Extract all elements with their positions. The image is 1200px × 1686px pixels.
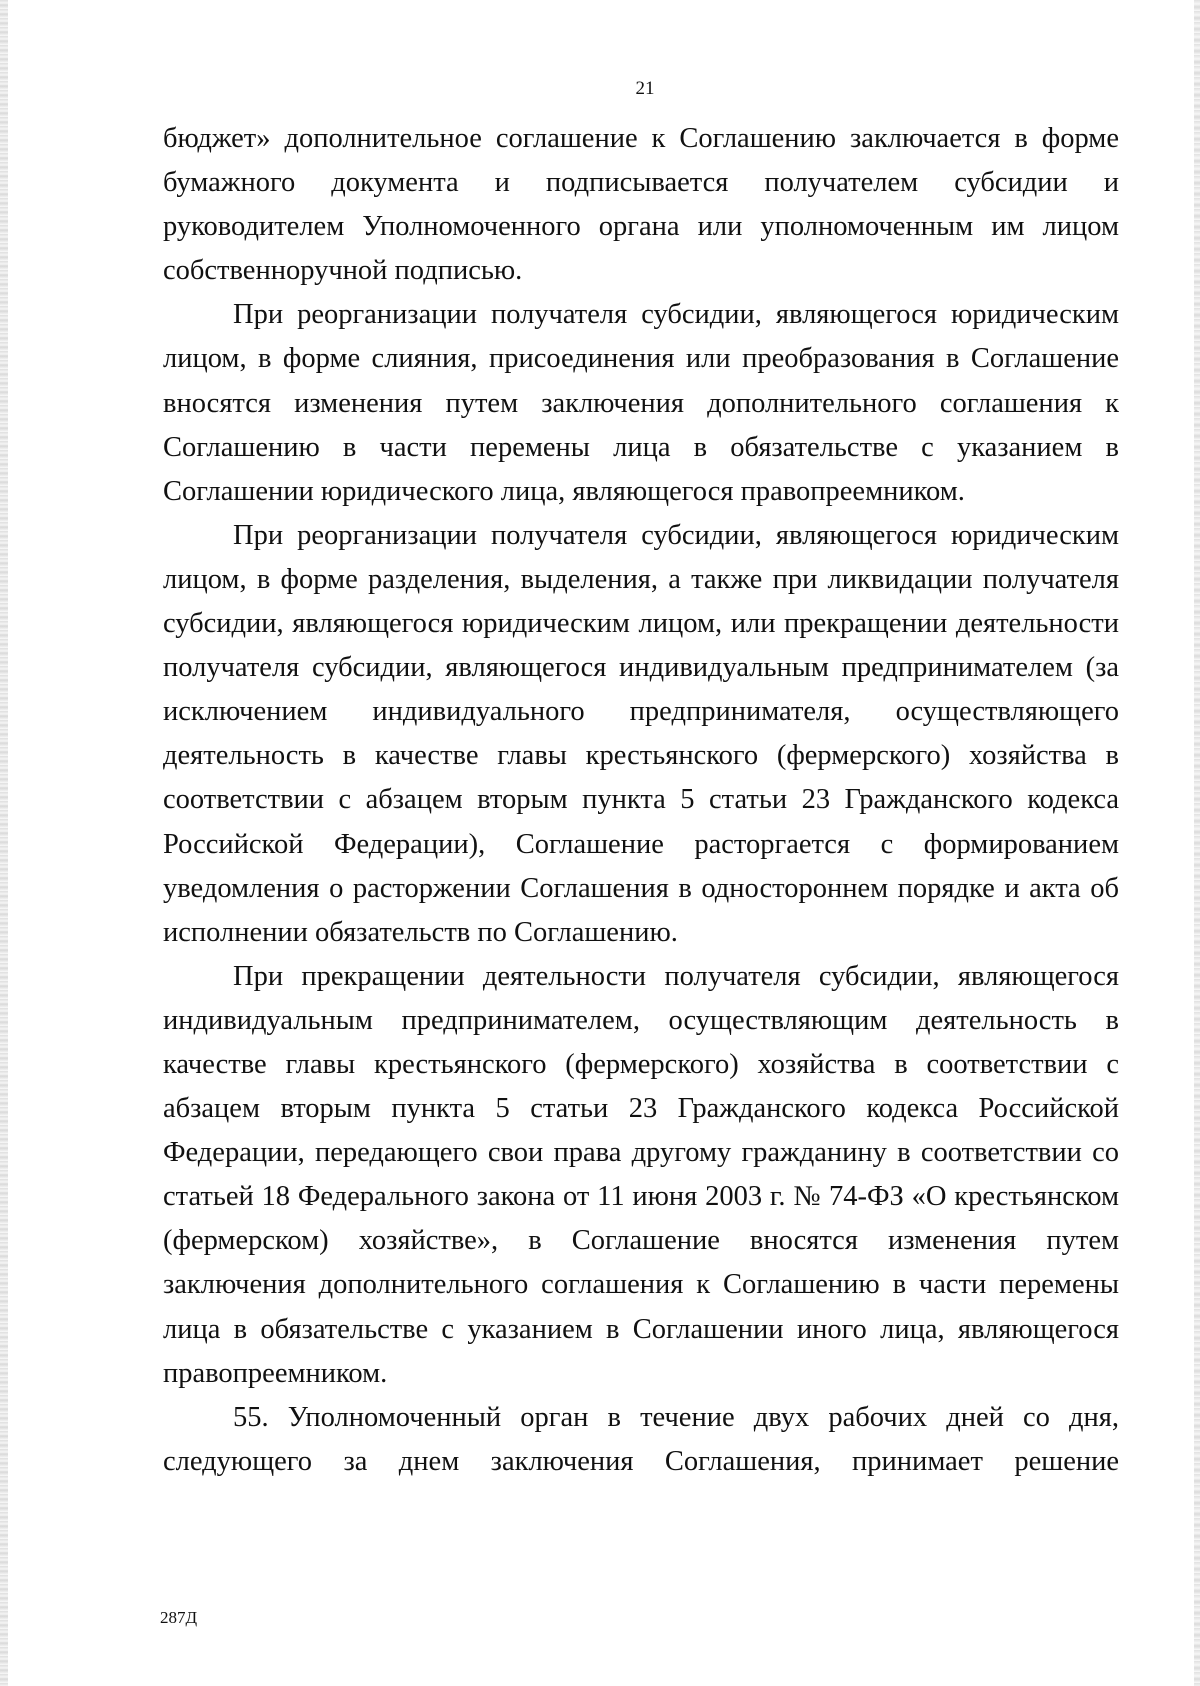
document-body <box>163 117 1119 1484</box>
document-code: 287Д <box>160 1608 198 1627</box>
scan-edge-right <box>1194 0 1200 1686</box>
paragraph-4: При прекращении деятельности получателя субсидии, являющегося индивидуальным предпринимателем, осуществляющим деятельность в качестве главы крестьянского (фермерского) хозяйства в соответствии с абзацем вторым пункта 5 статьи 23 Гражданского кодекса Российской Федерации, передающего свои права другому гражданину в соответствии со статьей 18 Федерального закона от 11 июня 2003 г. № 74-ФЗ «О крестьянском (фермерском) хозяйстве», в Соглашение вносятся изменения путем заключения дополнительного соглашения к Соглашению в части перемены лица в обязательстве с указанием в Соглашении иного лица, являющегося правопреемником. <box>163 960 1119 1389</box>
scan-edge-left <box>0 0 8 1686</box>
paragraph-1: бюджет» дополнительное соглашение к Соглашению заключается в форме бумажного документа и подписывается получателем субсидии и руководителем Уполномоченного органа или уполномоченным им лицом собственноручной подписью. <box>163 123 1119 287</box>
page-number: 21 <box>635 78 655 99</box>
paragraph-3: При реорганизации получателя субсидии, являющегося юридическим лицом, в форме разделения, выделения, а также при ликвидации получателя субсидии, являющегося юридическим лицом, или прекращении деятельности получателя субсидии, являющегося индивидуальным предпринимателем (за исключением индивидуального предпринимателя, осуществляющего деятельность в качестве главы крестьянского (фермерского) хозяйства в соответствии с абзацем вторым пункта 5 статьи 23 Гражданского кодекса Российской Федерации), Соглашение расторгается с формированием уведомления о расторжении Соглашения в одностороннем порядке и акта об исполнении обязательств по Соглашению. <box>163 519 1119 948</box>
paragraph-5: 55. Уполномоченный орган в течение двух рабочих дней со дня, следующего за днем заключения Соглашения, принимает решение <box>163 1401 1119 1477</box>
paragraph-2: При реорганизации получателя субсидии, являющегося юридическим лицом, в форме слияния, присоединения или преобразования в Соглашение вносятся изменения путем заключения дополнительного соглашения к Соглашению в части перемены лица в обязательстве с указанием в Соглашении юридического лица, являющегося правопреемником. <box>163 299 1119 507</box>
